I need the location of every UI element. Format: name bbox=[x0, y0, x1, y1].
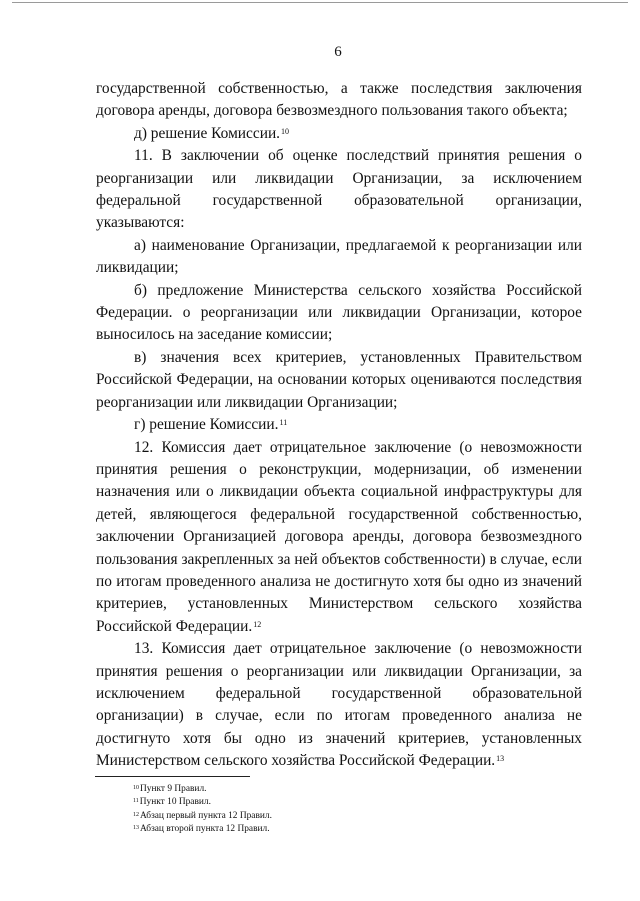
paragraph-text: а) наименование Организации, предлагаемой к реорганизации или ликвидации; bbox=[96, 236, 582, 277]
footnote-ref[interactable]: 12 bbox=[253, 619, 262, 629]
paragraph-text: 12. Комиссия дает отрицательное заключение (о невозможности принятия решения о реконструкции, модернизации, об изменении назначения или о ликвидации объекта социальной инфраструктуры для детей, являющегося федеральной государственной собственностью, заключении Организацией договора аренды, договора безвозмездного пользования закрепленных за ней объектов собственности) в случае, если по итогам проведенного анализа не достигнуто хотя бы одно из значений критериев, установленных Министерством сельского хозяйства Российской Федерации. bbox=[96, 438, 582, 635]
footnote-text: Пункт 9 Правил. bbox=[140, 784, 207, 794]
footnote bbox=[133, 810, 433, 823]
footnote-text: Абзац первый пункта 12 Правил. bbox=[140, 810, 272, 821]
paragraph-text: д) решение Комиссии. bbox=[134, 124, 281, 142]
footnote-text: Абзац второй пункта 12 Правил. bbox=[140, 823, 270, 834]
paragraph-continuation bbox=[96, 78, 582, 123]
paragraph-item-g bbox=[96, 414, 582, 436]
paragraph-13 bbox=[96, 638, 582, 772]
paragraph-text: в) значения всех критериев, установленных Правительством Российской Федерации, на основании которых оцениваются последствия реорганизации или ликвидации Организации; bbox=[96, 348, 582, 411]
paragraph-item-b bbox=[96, 280, 582, 347]
page-number-text: 6 bbox=[334, 44, 342, 60]
paragraph-text: г) решение Комиссии. bbox=[134, 416, 279, 434]
footnote bbox=[133, 823, 433, 836]
footnote bbox=[133, 796, 433, 809]
footnotes-section bbox=[133, 783, 433, 836]
footnote-ref[interactable]: 13 bbox=[496, 754, 505, 764]
footnote-mark: 11 bbox=[133, 798, 139, 805]
document-body bbox=[96, 78, 582, 773]
paragraph-11 bbox=[96, 145, 582, 235]
footnote-ref[interactable]: 11 bbox=[279, 418, 288, 428]
paragraph-text: 11. В заключении об оценке последствий принятия решения о реорганизации или ликвидации Организации, за исключением федеральной государственной образовательной организации, указываются: bbox=[96, 147, 582, 232]
paragraph-item-d bbox=[96, 123, 582, 145]
footnote-mark: 13 bbox=[133, 824, 139, 831]
paragraph-text: б) предложение Министерства сельского хозяйства Российской Федерации. о реорганизации или ликвидации Организации, которое выносилось на заседание комиссии; bbox=[96, 281, 582, 344]
paragraph-text: 13. Комиссия дает отрицательное заключение (о невозможности принятия решения о реорганизации или ликвидации Организации, за исключением федеральной государственной образовательной организации) в случае, если по итогам проведенного анализа не достигнуто хотя бы одно из значений критериев, установленных Министерством сельского хозяйства Российской Федерации. bbox=[96, 640, 582, 770]
paragraph-12 bbox=[96, 437, 582, 639]
page-number bbox=[0, 44, 640, 61]
footnote-separator bbox=[95, 776, 250, 777]
footnote-mark: 12 bbox=[133, 811, 139, 818]
footnote-mark: 10 bbox=[133, 785, 139, 791]
paragraph-text: государственной собственностью, а также последствия заключения договора аренды, договора безвозмездного пользования такого объекта; bbox=[96, 80, 582, 120]
scan-top-edge-line bbox=[12, 2, 628, 3]
footnote-text: Пункт 10 Правил. bbox=[139, 797, 211, 808]
paragraph-item-v bbox=[96, 347, 582, 414]
footnote bbox=[133, 783, 433, 796]
paragraph-item-a bbox=[96, 235, 582, 280]
footnote-ref[interactable]: 10 bbox=[281, 126, 290, 136]
